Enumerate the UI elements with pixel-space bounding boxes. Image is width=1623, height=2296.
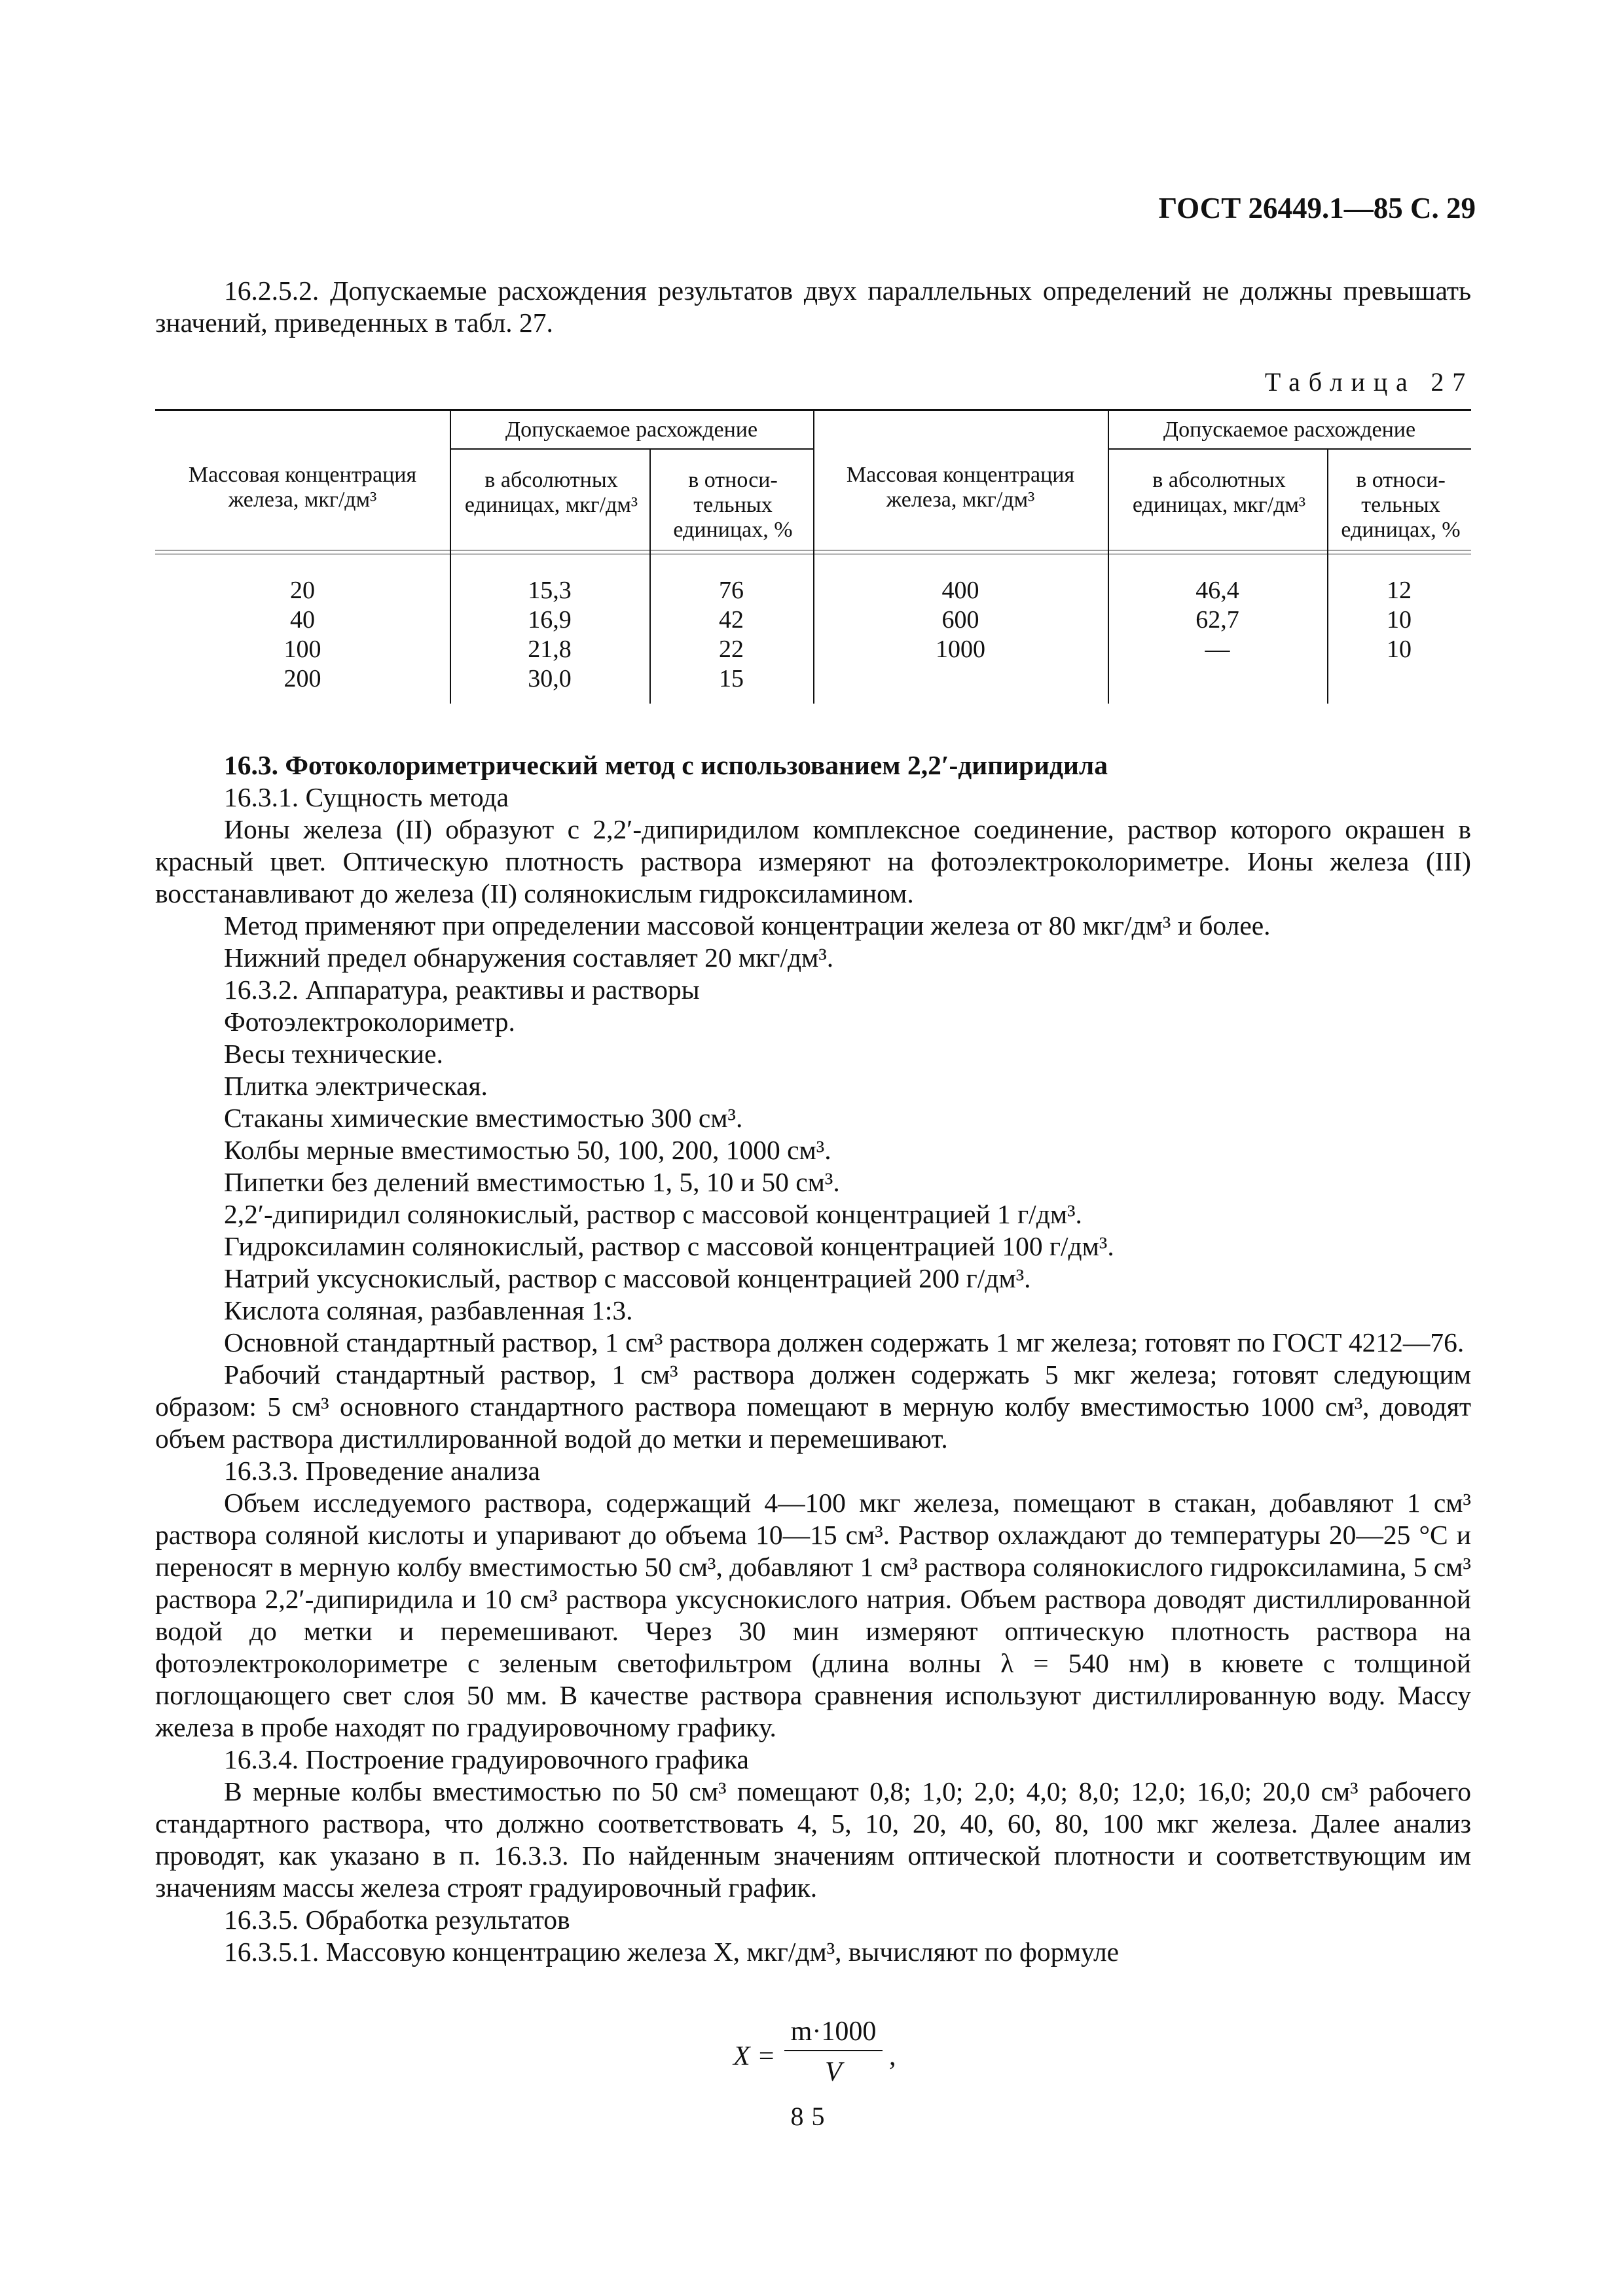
formula-numerator: m·1000 (790, 2017, 877, 2047)
subsection-title: 16.3.1. Сущность метода (224, 782, 509, 812)
cell-left-concentration: 20 40 100 200 (283, 577, 321, 692)
group-header-rule-right (1108, 448, 1471, 450)
tolerance-table (155, 409, 1471, 704)
equipment-item: Натрий уксуснокислый, раствор с массовой концентрацией 200 г/дм³. (224, 1263, 1031, 1293)
cell-left-absolute: 15,3 16,9 21,8 30,0 (528, 577, 572, 692)
formula-comma: , (889, 2041, 896, 2072)
col-header-concentration-right: Массовая концентрация железа, мкг/дм³ (846, 463, 1075, 512)
equipment-item: Весы технические. (224, 1039, 443, 1069)
subsection-title: 16.3.4. Построение градуировочного графика (224, 1744, 749, 1774)
cell-right-relative: 12 10 10 (1387, 577, 1412, 663)
paragraph: Объем исследуемого раствора, содержащий 4—100 мкг железа, помещают в стакан, добавляют 1 см³ раствора соляной кислоты и упаривают до объема 10—15 см³. Раствор охлаждают до температуры 20—25 °С и переносят в мерную колбу вместимостью 50 см³, добавляют 1 см³ раствора солянокислого гидроксиламина, 5 см³ раствора 2,2′-дипиридила и 10 см³ раствора уксуснокислого натрия. Объем раствора доводят дистиллированной водой до метки и перемешивают. Через 30 мин измеряют оптическую плотность раствора на фотоэлектроколориметре с зеленым светофильтром (длина волны λ = 540 нм) в кювете с толщиной поглощающего свет слоя 50 мм. В качестве раствора сравнения используют дистиллированную воду. Массу железа в пробе находят по градуировочному графику. (155, 1488, 1471, 1742)
document-header: ГОСТ 26449.1—85 С. 29 (1158, 192, 1476, 224)
equipment-item: Колбы мерные вместимостью 50, 100, 200, 1000 см³. (224, 1135, 831, 1165)
subsection-title: 16.3.2. Аппаратура, реактивы и растворы (224, 975, 700, 1005)
equipment-item: Гидроксиламин солянокислый, раствор с массовой концентрацией 100 г/дм³. (224, 1231, 1114, 1261)
cell-right-concentration: 400 600 1000 (936, 577, 985, 663)
table-caption: Таблица 27 (1264, 367, 1474, 397)
concentration-formula (733, 2016, 930, 2094)
col-header-concentration: Массовая концентрация железа, мкг/дм³ (188, 463, 417, 512)
paragraph: Метод применяют при определении массовой концентрации железа от 80 мкг/дм³ и более. (224, 910, 1271, 941)
equipment-item: Стаканы химические вместимостью 300 см³. (224, 1103, 743, 1133)
subsection-title: 16.3.3. Проведение анализа (224, 1456, 541, 1486)
paragraph: Нижний предел обнаружения составляет 20 мкг/дм³. (224, 942, 834, 973)
equipment-item: 2,2′-дипиридил солянокислый, раствор с массовой концентрацией 1 г/дм³. (224, 1199, 1082, 1229)
section-16-3 (155, 749, 1471, 1968)
intro-text: 16.2.5.2. Допускаемые расхождения результатов двух параллельных определений не должны превышать значений, приведенных в табл. 27. (155, 276, 1471, 338)
page-number: 85 (790, 2102, 833, 2131)
equipment-item: Основной стандартный раствор, 1 см³ раствора должен содержать 1 мг железа; готовят по ГОСТ 4212—76. (224, 1327, 1465, 1357)
intro-paragraph (155, 275, 1471, 339)
paragraph: 16.3.5.1. Массовую концентрацию железа X, мкг/дм³, вычисляют по формуле (224, 1937, 1120, 1967)
paragraph: В мерные колбы вместимостью по 50 см³ помещают 0,8; 1,0; 2,0; 4,0; 8,0; 12,0; 16,0; 20,0 см³ рабочего стандартного раствора, что должно соответствовать 4, 5, 10, 20, 40, 60, 80, 100 мкг железа. Далее анализ проводят, как указано в п. 16.3.3. По найденным значениям оптической плотности и соответствующим им значениям массы железа строят градуировочный график. (155, 1776, 1471, 1903)
equipment-item: Фотоэлектроколориметр. (224, 1007, 515, 1037)
formula-fraction-bar (784, 2050, 883, 2051)
paragraph: Ионы железа (II) образуют с 2,2′-дипиридилом комплексное соединение, раствор которого окрашен в красный цвет. Оптическую плотность раствора измеряют на фотоэлектроколориметре. Ионы железа (III) восстанавливают до железа (II) солянокислым гидроксиламином. (155, 814, 1471, 908)
col-header-group-right: Допускаемое расхождение (1163, 418, 1416, 442)
equipment-item: Рабочий стандартный раствор, 1 см³ раствора должен содержать 5 мкг железа; готовят следующим образом: 5 см³ основного стандартного раствора помещают в мерную колбу вместимостью 1000 см³, доводят объем раствора дистиллированной водой до метки и перемешивают. (155, 1359, 1471, 1454)
section-heading: 16.3. Фотоколориметрический метод с использованием 2,2′-дипиридила (224, 750, 1108, 780)
equipment-item: Кислота соляная, разбавленная 1:3. (224, 1295, 633, 1325)
col-header-absolute-right: в абсолютных единицах, мкг/дм³ (1132, 468, 1306, 517)
equipment-item: Пипетки без делений вместимостью 1, 5, 10 и 50 см³. (224, 1167, 840, 1197)
equipment-item: Плитка электрическая. (224, 1071, 488, 1101)
group-header-rule-left (450, 448, 813, 450)
cell-left-relative: 76 42 22 15 (719, 577, 744, 692)
col-header-relative-left: в относи-тельных единицах, % (673, 468, 793, 542)
col-header-relative-right: в относи-тельных единицах, % (1341, 468, 1461, 542)
col-header-absolute-left: в абсолютных единицах, мкг/дм³ (464, 468, 638, 517)
formula-lhs: X = (733, 2041, 776, 2072)
subsection-title: 16.3.5. Обработка результатов (224, 1905, 570, 1935)
col-header-group-left: Допускаемое расхождение (505, 418, 758, 442)
formula-denominator: V (825, 2057, 842, 2087)
cell-right-absolute: 46,4 62,7 — (1195, 577, 1239, 663)
